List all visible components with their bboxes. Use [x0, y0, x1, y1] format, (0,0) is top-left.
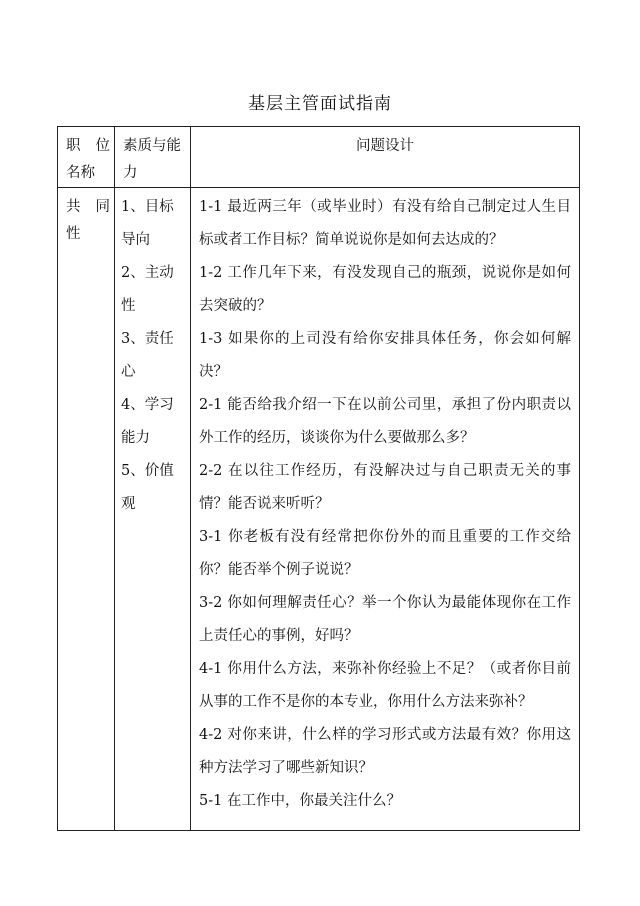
header-ability-cell: [115, 127, 191, 188]
header-ability-line2: 力: [123, 165, 138, 181]
header-ability-line1: 素质与能: [123, 138, 181, 154]
position-line2: 性: [66, 226, 81, 242]
trait-item: 2、主动性: [121, 265, 174, 314]
question-item: 5-1 在工作中，你最关注什么？: [199, 793, 401, 809]
question-item: 4-1 你用什么方法，来弥补你经验上不足？（或者你目前从事的工作不是你的本专业，你用什么方法来弥补？: [199, 661, 571, 710]
trait-item: 1、目标导向: [121, 199, 174, 248]
header-position-cell: [58, 127, 115, 188]
position-line1: 共 同: [66, 199, 110, 215]
question-item: 1-2 工作几年下来，有没发现自己的瓶颈，说说你是如何去突破的？: [199, 265, 571, 314]
question-item: 1-1 最近两三年（或毕业时）有没有给自己制定过人生目标或者工作目标？简单说说你是如何去达成的？: [199, 199, 571, 248]
page-title: 基层主管面试指南: [248, 94, 392, 114]
trait-item: 3、责任心: [121, 331, 174, 380]
question-item: 2-2 在以往工作经历，有没解决过与自己职责无关的事情？能否说来听听？: [199, 463, 571, 512]
position-cell: [58, 188, 115, 831]
header-question-cell: [191, 127, 580, 188]
table-row: [58, 188, 580, 831]
header-position-line1: 职 位: [66, 138, 110, 154]
questions-list: [191, 188, 579, 818]
header-position-line2: 名称: [66, 165, 95, 181]
questions-cell: [191, 188, 580, 831]
question-item: 4-2 对你来讲，什么样的学习形式或方法最有效？你用这种方法学习了哪些新知识？: [199, 727, 571, 776]
question-item: 2-1 能否给我介绍一下在以前公司里，承担了份内职责以外工作的经历，谈谈你为什么要做那么多？: [199, 397, 571, 446]
interview-guide-table: [57, 126, 580, 831]
header-question-design: 问题设计: [356, 138, 414, 154]
traits-cell: [115, 188, 191, 831]
trait-item: 5、价值观: [121, 463, 174, 512]
traits-list: [115, 188, 190, 521]
question-item: 3-1 你老板有没有经常把你份外的而且重要的工作交给你？能否举个例子说说？: [199, 529, 571, 578]
question-item: 1-3 如果你的上司没有给你安排具体任务，你会如何解决？: [199, 331, 571, 380]
table-header-row: [58, 127, 580, 188]
question-item: 3-2 你如何理解责任心？举一个你认为最能体现你在工作上责任心的事例，好吗？: [199, 595, 571, 644]
trait-item: 4、学习能力: [121, 397, 174, 446]
